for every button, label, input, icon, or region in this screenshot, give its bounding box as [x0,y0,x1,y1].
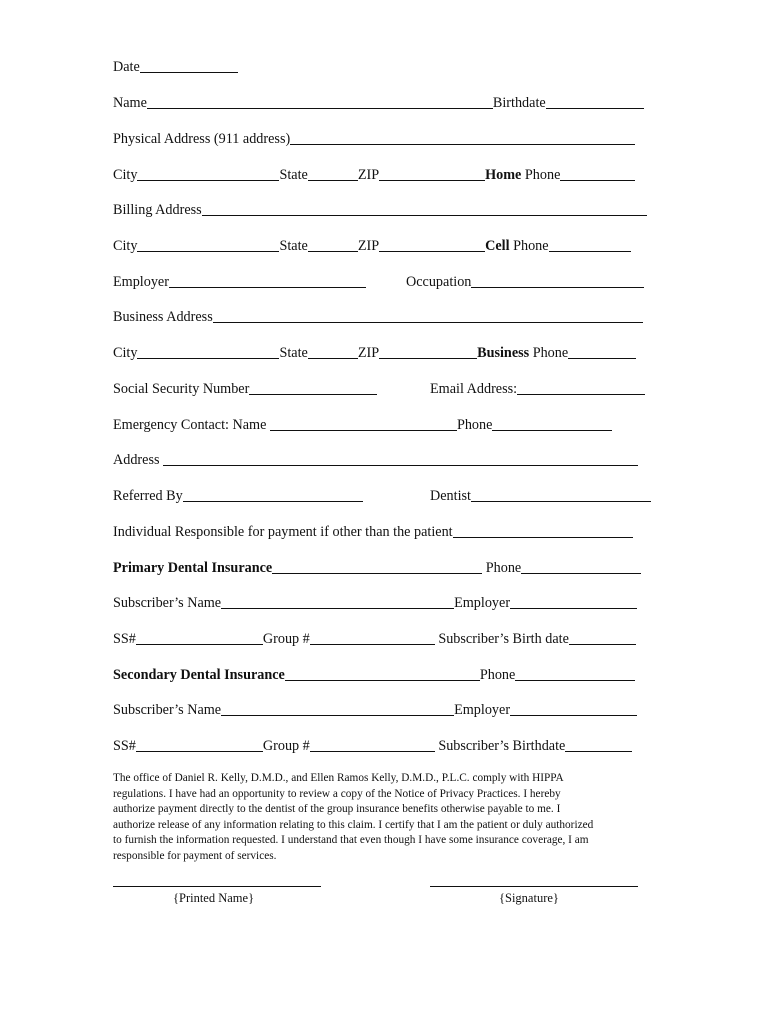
city-field[interactable] [137,344,279,359]
dentist-row [430,487,651,505]
printed-name-line[interactable] [113,886,321,887]
physical-address-field[interactable] [290,130,635,145]
cell-label: Cell [485,238,510,254]
phone-label: Phone [456,417,493,433]
responsible-row [113,523,633,541]
zip-label: ZIP [357,238,380,254]
billing-address-label: Billing Address [113,202,202,218]
signature-label: {Signature} [499,891,559,905]
primary-subscriber-employer-field[interactable] [510,594,637,609]
occupation-field[interactable] [471,273,644,288]
zip-field[interactable] [379,344,477,359]
zip-label: ZIP [357,167,380,183]
physical-address-label: Physical Address (911 address) [113,131,291,147]
ss-label: SS# [113,631,136,647]
cell-phone-field[interactable] [549,237,631,252]
primary-subscriber-birthdate-field[interactable] [569,630,636,645]
business-city-row [113,344,636,362]
name-label: Name [113,95,147,111]
secondary-insurance-row [113,666,635,684]
dentist-label: Dentist [430,488,471,504]
home-phone-field[interactable] [560,166,635,181]
state-field[interactable] [308,237,358,252]
primary-ss-field[interactable] [136,630,263,645]
hipaa-notice: The office of Daniel R. Kelly, D.M.D., and Ellen Ramos Kelly, D.M.D., P.L.C. comply with HIPPA regulations. I have had an opportunity to review a copy of the Notice of Privacy Practices. I hereby authorize payment directly to the dentist of the group insurance benefits otherwise payable to me. I authorize release of any information relating to this claim. I certify that I am the patient or duly authorized to furnish the information requested. I understand that even though I have some insurance coverage, I am responsible for payment of services. [113,772,594,862]
referred-by-field[interactable] [183,487,363,502]
emergency-address-row [113,451,638,469]
business-phone-field[interactable] [568,344,636,359]
state-field[interactable] [308,166,358,181]
cell-city-row [113,237,631,255]
group-label: Group # [262,631,310,647]
date-row [113,58,238,76]
zip-label: ZIP [357,345,380,361]
emergency-address-field[interactable] [163,451,638,466]
email-row [430,380,645,398]
occupation-label: Occupation [406,274,472,290]
secondary-subscriber-employer-field[interactable] [510,701,637,716]
date-label: Date [113,59,140,75]
secondary-group-field[interactable] [310,737,435,752]
secondary-insurance-label: Secondary Dental Insurance [113,667,285,683]
address-label: Address [113,452,160,468]
primary-subscriber-name-field[interactable] [221,594,454,609]
secondary-subscriber-birthdate-field[interactable] [565,737,632,752]
city-label: City [113,238,138,254]
primary-insurance-label: Primary Dental Insurance [113,560,273,576]
ssn-row [113,380,377,398]
subscriber-name-label: Subscriber’s Name [113,702,222,718]
subscriber-birth-date-label: Subscriber’s Birth date [438,631,569,647]
employer-row [113,273,366,291]
state-label: State [279,345,308,361]
email-field[interactable] [517,380,645,395]
responsible-label: Individual Responsible for payment if other than the patient [113,524,453,540]
printed-name-label: {Printed Name} [173,891,255,905]
secondary-subscriber-name-field[interactable] [221,701,454,716]
birthdate-label: Birthdate [492,95,546,111]
employer-field[interactable] [169,273,366,288]
state-label: State [279,238,308,254]
secondary-insurance-field[interactable] [285,666,480,681]
emergency-contact-label: Emergency Contact: Name [113,417,267,433]
birthdate-field[interactable] [546,94,644,109]
occupation-row [406,273,644,291]
phone-label: Phone [524,167,561,183]
signature-line[interactable] [430,886,638,887]
primary-insurance-phone-field[interactable] [521,559,641,574]
billing-address-field[interactable] [202,201,647,216]
primary-subscriber-row [113,594,637,612]
phone-label: Phone [479,667,516,683]
home-city-row [113,166,635,184]
zip-field[interactable] [379,166,485,181]
employer-label: Employer [454,595,511,611]
business-address-row [113,308,643,326]
primary-ss-row [113,630,636,648]
city-label: City [113,345,138,361]
state-label: State [279,167,308,183]
zip-field[interactable] [379,237,485,252]
responsible-field[interactable] [453,523,633,538]
phone-label: Phone [513,238,549,254]
ssn-label: Social Security Number [113,381,250,397]
business-label: Business [477,345,530,361]
name-field[interactable] [147,94,493,109]
city-field[interactable] [137,166,279,181]
secondary-insurance-phone-field[interactable] [515,666,635,681]
business-address-label: Business Address [113,309,213,325]
physical-address-row [113,130,635,148]
state-field[interactable] [308,344,358,359]
emergency-name-field[interactable] [270,416,457,431]
name-row [113,94,644,112]
home-label: Home [485,167,522,183]
city-label: City [113,167,138,183]
referred-by-row [113,487,363,505]
ssn-field[interactable] [249,380,377,395]
secondary-subscriber-row [113,701,637,719]
subscriber-birthdate-label: Subscriber’s Birthdate [438,738,566,754]
date-field[interactable] [140,58,238,73]
billing-address-row [113,201,647,219]
primary-insurance-row [113,559,641,577]
group-label: Group # [262,738,310,754]
email-label: Email Address: [430,381,518,397]
employer-label: Employer [454,702,511,718]
primary-group-field[interactable] [310,630,435,645]
primary-insurance-field[interactable] [272,559,482,574]
subscriber-name-label: Subscriber’s Name [113,595,222,611]
city-field[interactable] [137,237,279,252]
ss-label: SS# [113,738,136,754]
phone-label: Phone [485,560,522,576]
employer-label: Employer [113,274,169,290]
secondary-ss-row [113,737,632,755]
business-address-field[interactable] [213,308,643,323]
secondary-ss-field[interactable] [136,737,263,752]
emergency-phone-field[interactable] [492,416,612,431]
dentist-field[interactable] [471,487,651,502]
emergency-contact-row [113,416,612,434]
phone-label: Phone [532,345,569,361]
referred-by-label: Referred By [113,488,183,504]
